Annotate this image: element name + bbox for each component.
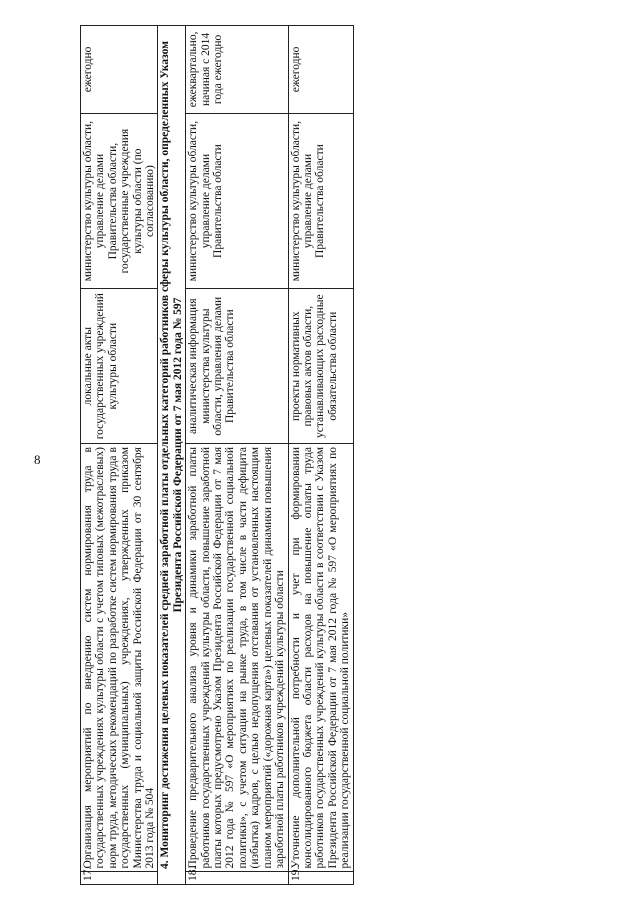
result-cell: аналитическая информация министерства культуры области, управления делами Правительства области (186, 289, 288, 444)
deadline-cell: ежеквартально, начиная с 2014 года ежегодно (186, 26, 288, 114)
section-heading: 4. Мониторинг достижения целевых показателей средней заработной платы отдельных категорий работников сферы культуры области, определенных Указом Президента Российской Федерации от 7 мая 2012 года № 597 (158, 26, 186, 885)
activity-cell: Проведение предварительного анализа уровня и динамики заработной платы работников государственных учреждений культуры области, повышение заработной платы которых предусмотрено Указом Президента Российской Федерации от 7 мая 2012 года № 597 «О мероприятиях по реализации государственной социальной политики», с учетом ситуации на рынке труда, в том числе в части дефицита (избытка) кадров, с целью недопущения отставания от установленных настоящим планом мероприятий («дорожная карта») целевых показателей динамики повышения заработной платы работников учреждений культуры области (186, 444, 288, 872)
responsible-cell: министерство культуры области, управление делами Правительства области (186, 113, 288, 289)
row-number: 17. (81, 872, 158, 885)
table-row (186, 26, 288, 885)
row-number: 18. (186, 872, 288, 885)
rotated-page (80, 25, 640, 885)
result-cell: проекты нормативных правовых актов области, устанавливающих расходные обязательства области (288, 289, 353, 444)
row-number: 19. (288, 872, 353, 885)
table-row (81, 26, 158, 885)
result-cell: локальные акты государственных учреждений культуры области (81, 289, 158, 444)
responsible-cell: министерство культуры области, управление делами Правительства области (288, 113, 353, 289)
responsible-cell: министерство культуры области, управление делами Правительства области, государственные учреждения культуры области (по согласованию) (81, 113, 158, 289)
section-heading-row (158, 26, 186, 885)
plan-table (80, 25, 354, 885)
deadline-cell: ежегодно (288, 26, 353, 114)
table-row (288, 26, 353, 885)
activity-cell: Организация мероприятий по внедрению систем нормирования труда в государственных учреждениях культуры области с учетом типовых (межотраслевых) норм труда, методических рекомендаций по разработке систем нормирования труда в государственных (муниципальных) учреждениях, утвержденных приказом Министерства труда и социальной защиты Российской Федерации от 30 сентября 2013 года № 504 (81, 444, 158, 872)
page-number: 8 (34, 452, 41, 467)
activity-cell: Уточнение дополнительной потребности и учет при формировании консолидированного бюджета области расходов на повышение оплаты труда работников государственных учреждений культуры области в соответствии с Указом Президента Российской Федерации от 7 мая 2012 года № 597 «О мероприятиях по реализации государственной социальной политики» (288, 444, 353, 872)
deadline-cell: ежегодно (81, 26, 158, 114)
